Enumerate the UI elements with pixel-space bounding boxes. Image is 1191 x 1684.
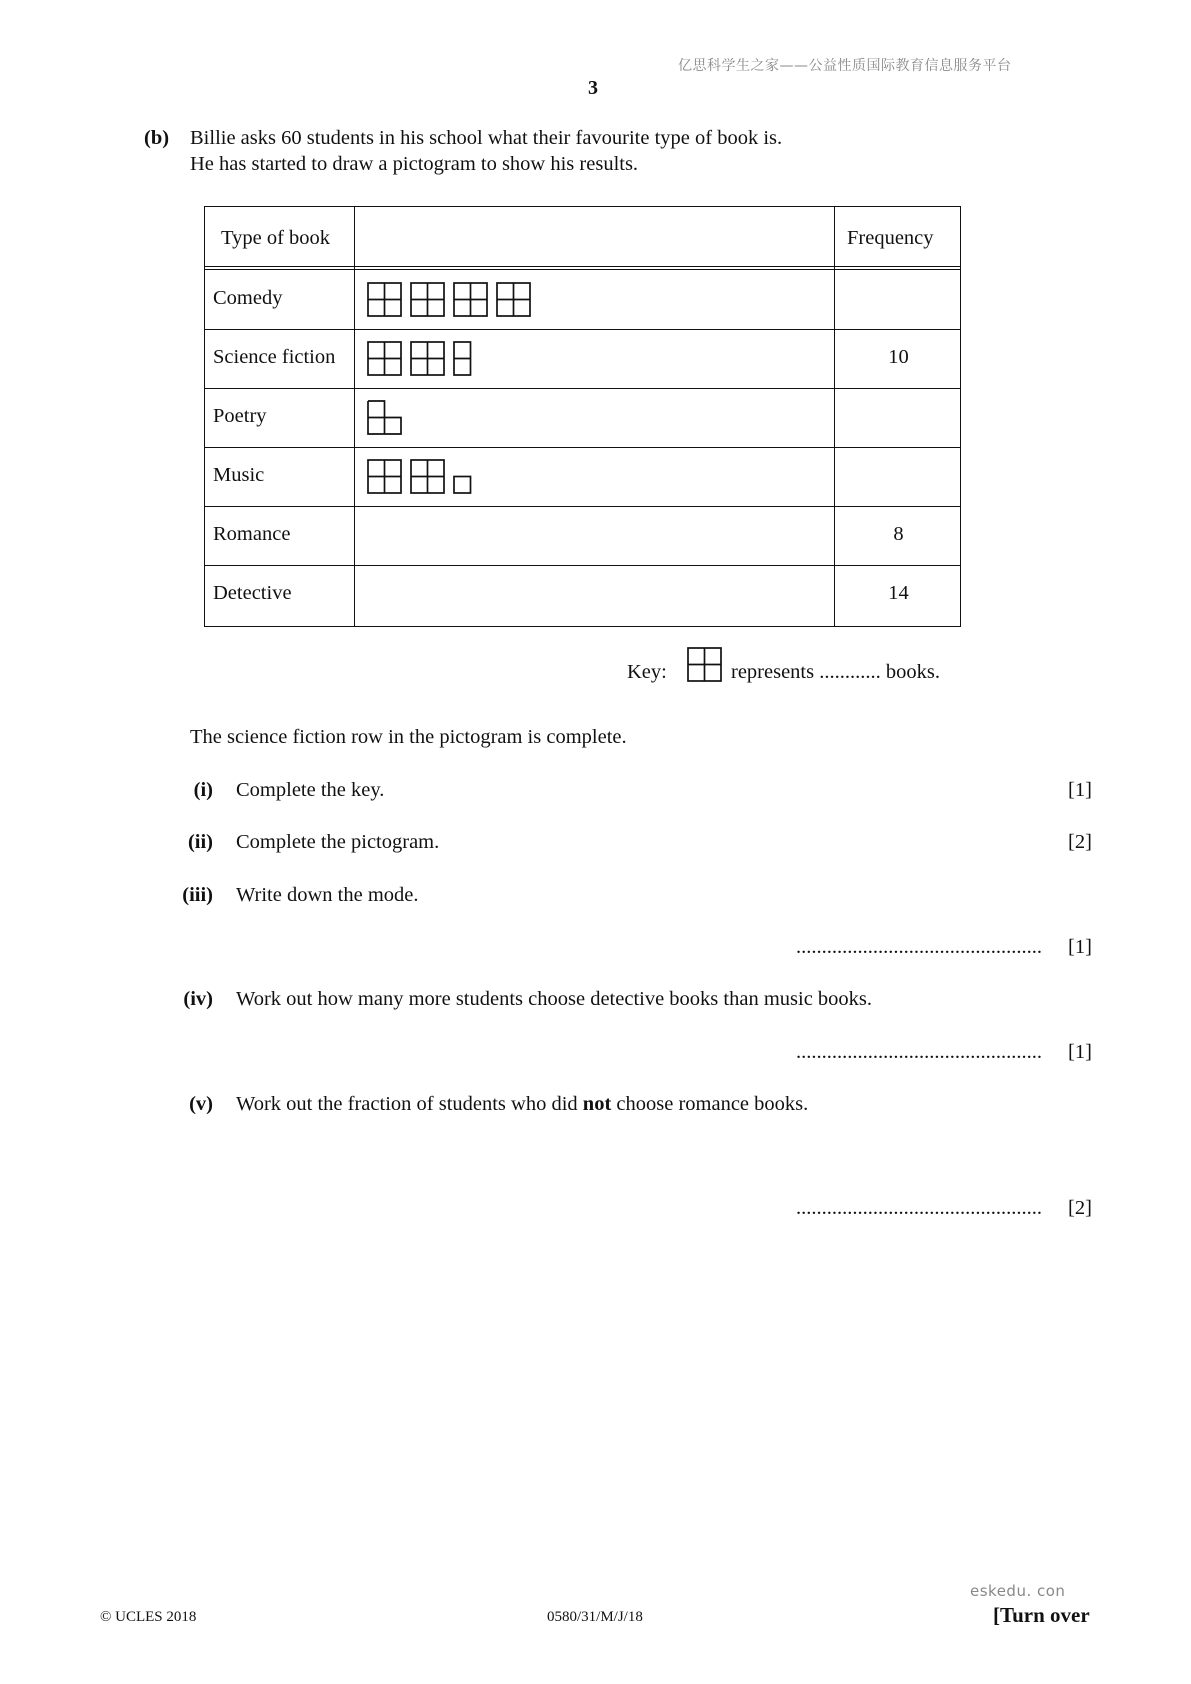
key-symbol-icon [687, 647, 722, 682]
science-fiction-symbols [367, 341, 472, 376]
key-text: represents ............ books. [731, 661, 940, 683]
turn-over: [Turn over [993, 1603, 1090, 1627]
row-frequency-detective: 14 [888, 582, 909, 604]
part-ii-text: Complete the pictogram. [236, 831, 440, 853]
full-symbol-icon [367, 341, 402, 376]
part-v-answer-line[interactable]: ................................................ [796, 1197, 1042, 1219]
full-symbol-icon [367, 282, 402, 317]
part-i-marks: [1] [1068, 779, 1092, 801]
full-symbol-icon [453, 282, 488, 317]
key-label: Key: [627, 661, 667, 683]
part-ii-marks: [2] [1068, 831, 1092, 853]
part-iv-answer-line[interactable]: ................................................ [796, 1041, 1042, 1063]
part-v-number: (v) [189, 1093, 213, 1115]
row-type-comedy: Comedy [213, 287, 283, 309]
three-quarter-symbol-icon [367, 400, 402, 435]
part-v-marks: [2] [1068, 1197, 1092, 1219]
statement: The science fiction row in the pictogram is complete. [190, 726, 627, 748]
pictogram-table [204, 206, 961, 627]
poetry-symbols [367, 400, 402, 435]
part-v-text [236, 1094, 808, 1115]
part-i-number: (i) [193, 779, 213, 801]
footer-site: eskedu. con [970, 1582, 1066, 1600]
row-type-romance: Romance [213, 523, 291, 545]
part-iii-text: Write down the mode. [236, 884, 419, 906]
footer-copyright: © UCLES 2018 [100, 1609, 197, 1625]
row-type-science-fiction: Science fiction [213, 346, 336, 368]
question-line-2: He has started to draw a pictogram to show his results. [190, 153, 639, 175]
part-iv-text: Work out how many more students choose detective books than music books. [236, 988, 873, 1010]
full-symbol-icon [367, 459, 402, 494]
music-symbols [367, 459, 472, 494]
row-type-music: Music [213, 464, 265, 486]
part-iii-answer-line[interactable]: ................................................ [796, 936, 1042, 958]
question-line-1: Billie asks 60 students in his school what their favourite type of book is. [190, 127, 783, 149]
part-v-text-pre: Work out the fraction of students who did [236, 1093, 583, 1115]
header-double-rule [205, 266, 960, 270]
row-type-poetry: Poetry [213, 405, 267, 427]
full-symbol-icon [410, 341, 445, 376]
row-frequency-romance: 8 [893, 523, 904, 545]
part-v-text-post: choose romance books. [611, 1093, 809, 1115]
full-symbol-icon [496, 282, 531, 317]
full-symbol-icon [410, 282, 445, 317]
row-rule [205, 329, 960, 330]
comedy-symbols [367, 282, 531, 317]
part-ii-number: (ii) [187, 831, 213, 853]
row-rule [205, 506, 960, 507]
footer-code: 0580/31/M/J/18 [547, 1609, 643, 1625]
header-frequency: Frequency [847, 227, 934, 249]
full-symbol-icon [410, 459, 445, 494]
row-type-detective: Detective [213, 582, 292, 604]
part-iv-marks: [1] [1068, 1041, 1092, 1063]
row-frequency-science-fiction: 10 [888, 346, 909, 368]
row-rule [205, 447, 960, 448]
header-type: Type of book [221, 227, 331, 249]
question-label: (b) [144, 127, 170, 149]
part-v-text-bold: not [582, 1093, 612, 1115]
header-watermark: 亿思科学生之家——公益性质国际教育信息服务平台 [678, 58, 1012, 74]
part-iii-marks: [1] [1068, 936, 1092, 958]
part-iii-number: (iii) [182, 884, 213, 906]
quarter-symbol-icon [453, 459, 472, 494]
row-rule [205, 565, 960, 566]
page-number: 3 [588, 77, 598, 99]
half-symbol-icon [453, 341, 472, 376]
part-iv-number: (iv) [183, 988, 213, 1010]
row-rule [205, 388, 960, 389]
part-i-text: Complete the key. [236, 779, 385, 801]
